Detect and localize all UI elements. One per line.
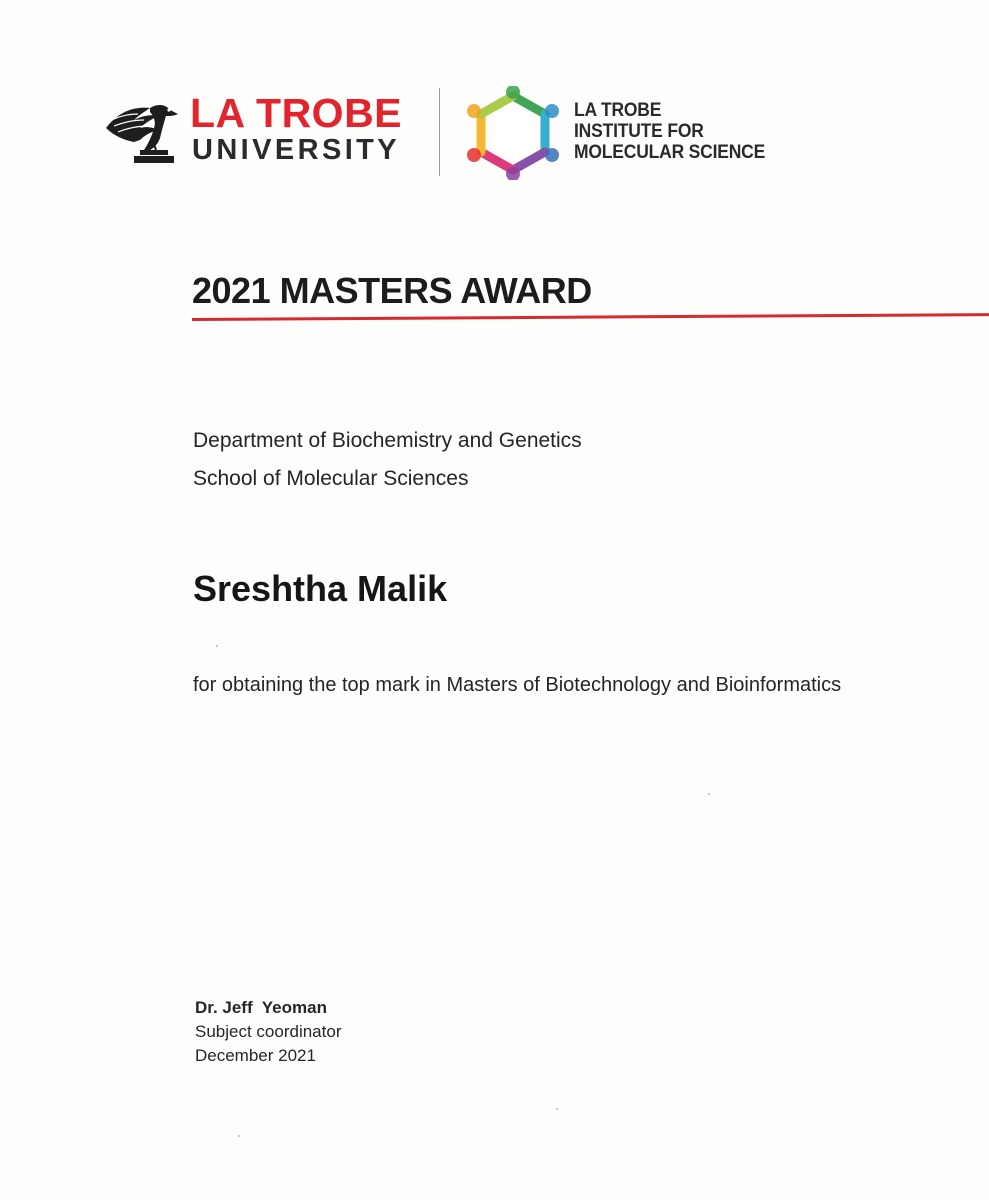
university-name-line2: UNIVERSITY: [192, 134, 401, 166]
hexagram-star-icon: [466, 86, 560, 180]
la-trobe-university-logo: [104, 90, 414, 170]
award-citation: for obtaining the top mark in Masters of Biotechnology and Bioinformatics: [193, 674, 842, 696]
school-name: School of Molecular Sciences: [193, 467, 469, 490]
department-block: [193, 422, 582, 498]
paper-speck: [216, 645, 218, 647]
department-name: Department of Biochemistry and Genetics: [193, 429, 582, 452]
signatory-name: Dr. Jeff Yeoman: [195, 998, 327, 1017]
institute-name-line3: MOLECULAR SCIENCE: [574, 142, 766, 163]
title-underline: [192, 313, 989, 321]
institute-name-line2: INSTITUTE FOR: [574, 121, 704, 142]
institute-name: [574, 100, 765, 163]
institute-name-line1: LA TROBE: [574, 100, 662, 121]
signatory-role: Subject coordinator: [195, 1022, 342, 1041]
paper-speck: [556, 1108, 558, 1110]
logo-divider: [439, 88, 440, 176]
university-name-line1: LA TROBE: [190, 90, 403, 136]
signature-date: December 2021: [195, 1046, 316, 1065]
paper-speck: [708, 793, 710, 795]
paper-speck: [238, 1135, 240, 1137]
eagle-icon: [104, 98, 182, 166]
signature-block: [195, 996, 341, 1068]
recipient-name: Sreshtha Malik: [193, 568, 448, 609]
award-title: 2021 MASTERS AWARD: [192, 270, 592, 311]
